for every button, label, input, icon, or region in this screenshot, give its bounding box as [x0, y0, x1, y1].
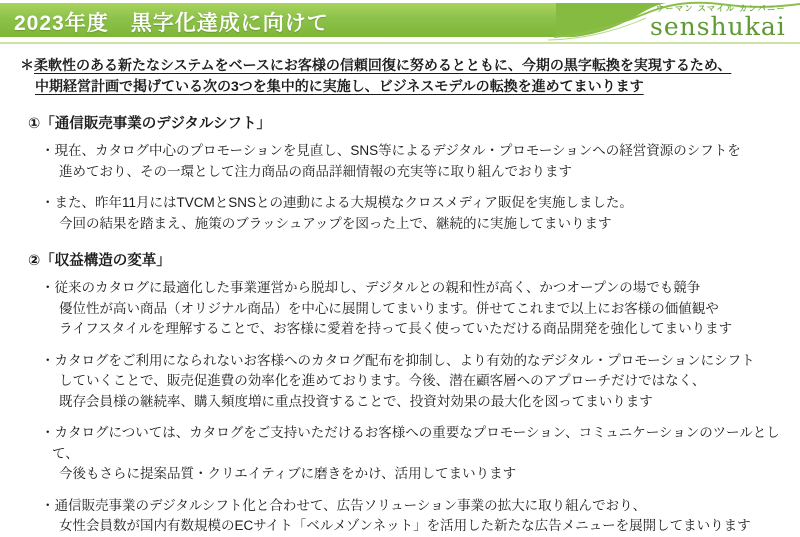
bullet-item [41, 351, 788, 413]
bullet-text: カタログをご利用になられないお客様へのカタログ配布を抑制し、より有効的なデジタル・プロモーションにシフト [54, 352, 755, 368]
bullet-line: ライフスタイルを理解することで、お客様に愛着を持って長く使っていただける商品開発を強化してまいります [59, 321, 733, 336]
intro-paragraph [20, 55, 788, 97]
bullet-line [41, 141, 788, 162]
header-bar [0, 0, 800, 42]
bullet-item [41, 193, 788, 234]
bullet-item [41, 141, 788, 182]
bullet-line: 既存会員様の継続率、購入頻度増に重点投資することで、投資対効果の最大化を図ってまいります [59, 393, 653, 409]
intro-line [35, 76, 788, 97]
bullet-line [41, 351, 788, 372]
section-revenue-structure [20, 251, 788, 537]
bullet-text: 通信販売事業のデジタルシフト化と合わせて、広告ソリューション事業の拡大に取り組んでおり、 [54, 497, 647, 513]
senshukai-logo [644, 3, 792, 40]
bullet-line [41, 193, 788, 214]
bullet-text: カタログについては、カタログをご支持いただけるお客様への重要なプロモーション、コミュニケーションのツールとして、 [52, 425, 780, 461]
bullet-text: 従来のカタログに最適化した事業運営から脱却し、デジタルとの親和性が高く、かつオープンの場でも競争 [54, 280, 701, 295]
bullet-line: 優位性が高い商品（オリジナル商品）を中心に展開してまいります。併せてこれまで以上にお客様の価値観や [59, 300, 719, 316]
intro-line-text: 中期経営計画で掲げている次の3つを集中的に実施し、ビジネスモデルの転換を進めてまいります [35, 78, 644, 94]
logo-wordmark: senshukai [650, 12, 786, 41]
page-title: 2023年度 黒字化達成に向けて [14, 12, 329, 35]
bullet-line: していくことで、販売促進費の効率化を進めております。今後、潜在顧客層へのアプローチだけではなく、 [59, 373, 706, 388]
bullet-line [41, 278, 788, 299]
bullet-marker: ・ [41, 280, 55, 295]
bullet-item [41, 496, 788, 537]
intro-line-text: 柔軟性のある新たなシステムをベースにお客様の信頼回復に努めるとともに、今期の黒字転換を実現するため、 [34, 57, 732, 73]
section-digital-shift [20, 114, 788, 234]
bullet-marker: ・ [41, 497, 55, 513]
slide-content [0, 44, 800, 537]
intro-line [20, 55, 788, 76]
bullet-item [41, 423, 788, 485]
bullet-line: 今後もさらに提案品質・クリエイティブに磨きをかけ、活用してまいります [59, 466, 517, 481]
intro-marker: ＊ [20, 57, 34, 73]
bullet-line [41, 423, 788, 464]
bullet-line: 進めており、その一環として注力商品の商品詳細情報の充実等に取り組んでおります [59, 163, 572, 179]
bullet-text: 現在、カタログ中心のプロモーションを見直し、SNS等によるデジタル・プロモーションへの経営資源のシフトを [54, 143, 741, 158]
bullet-item [41, 278, 788, 340]
section-heading: ①「通信販売事業のデジタルシフト」 [28, 116, 272, 132]
bullet-marker: ・ [41, 352, 55, 368]
bullet-line: 女性会員数が国内有数規模のECサイト「ベルメゾンネット」を活用した新たな広告メニューを展開してまいります [59, 518, 751, 533]
bullet-line: 今回の結果を踏まえ、施策のブラッシュアップを図った上で、継続的に実施してまいります [59, 215, 612, 231]
section-heading: ②「収益構造の変革」 [28, 253, 171, 269]
bullet-marker: ・ [41, 425, 55, 440]
bullet-marker: ・ [41, 195, 55, 210]
bullet-text: また、昨年11月にはTVCMとSNSとの連動による大規模なクロスメディア販促を実施しました。 [54, 195, 633, 210]
logo-tagline: ウーマン スマイル カンパニー [656, 4, 787, 13]
bullet-marker: ・ [41, 143, 55, 158]
